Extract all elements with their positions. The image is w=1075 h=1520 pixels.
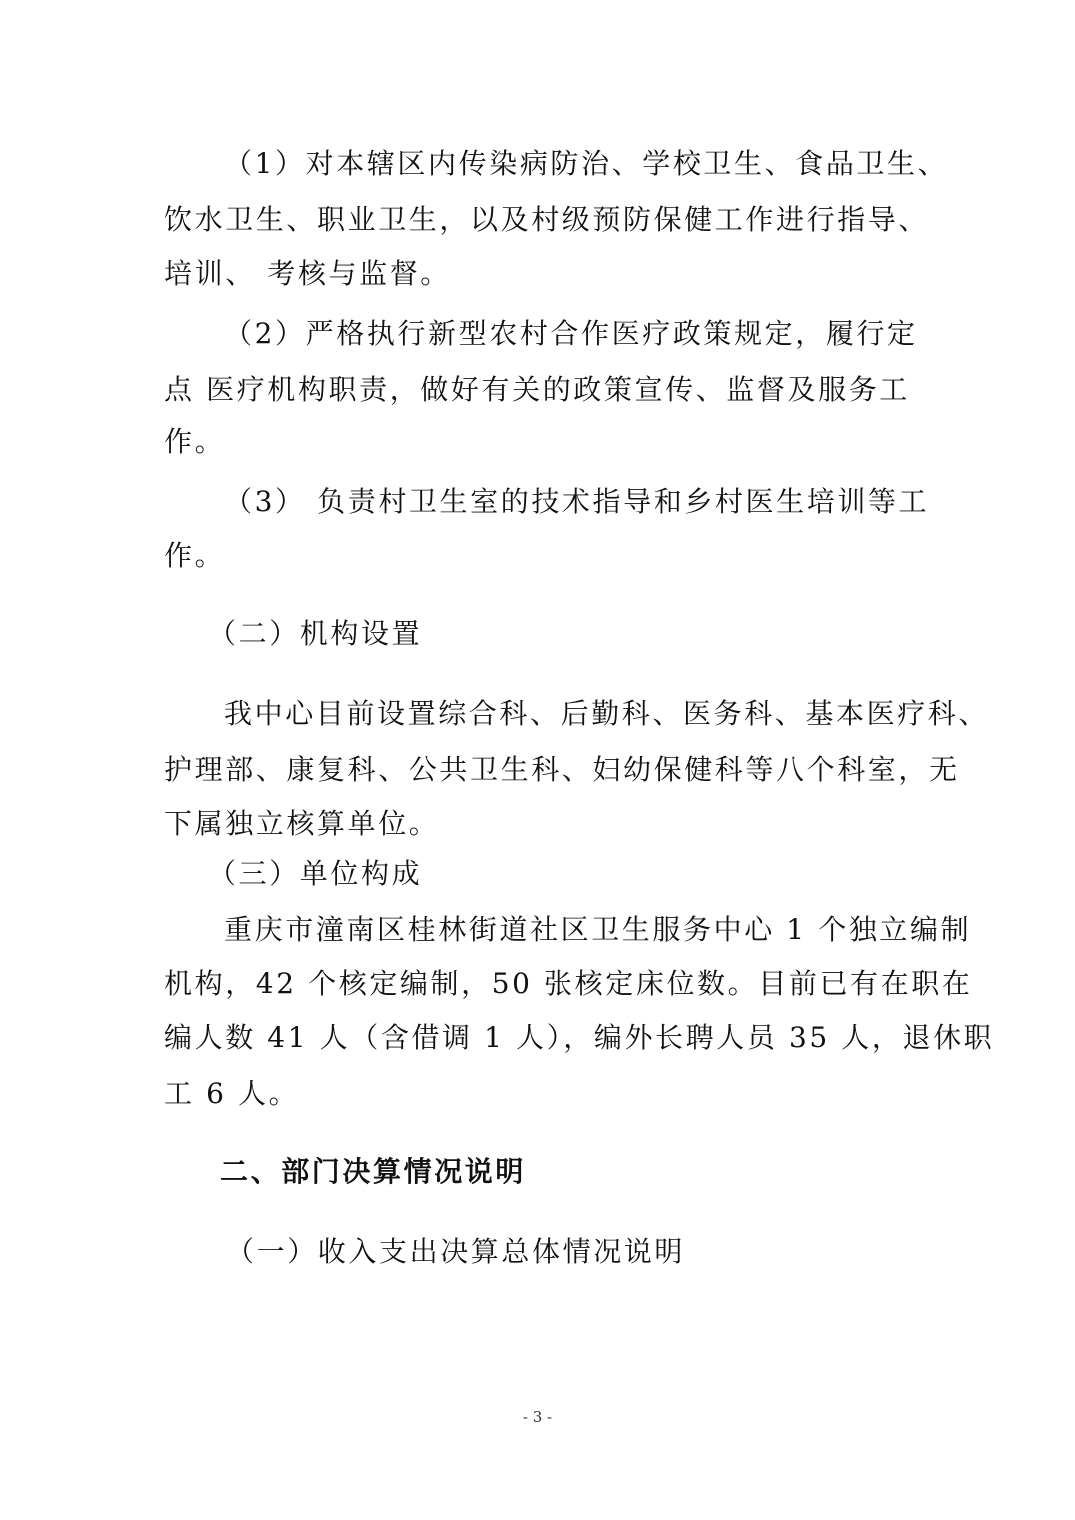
duty1-line-3: 培训、 考核与监督。	[164, 257, 451, 290]
duty2-line-3: 作。	[164, 425, 226, 458]
page-number: - 3 -	[522, 1408, 553, 1426]
duty2-line-2: 点 医疗机构职责，做好有关的政策宣传、监督及服务工	[164, 373, 910, 406]
org-text-line-1: 我中心目前设置综合科、后勤科、医务科、基本医疗科、	[224, 697, 990, 730]
duty3-line-2: 作。	[164, 539, 226, 572]
heading-org-structure: （二）机构设置	[208, 617, 423, 650]
heading-income-expenditure: （一）收入支出决算总体情况说明	[226, 1235, 686, 1268]
duty1-line-1: （1）对本辖区内传染病防治、学校卫生、食品卫生、	[224, 147, 949, 180]
duty3-line-1: （3） 负责村卫生室的技术指导和乡村医生培训等工	[224, 485, 930, 518]
org-text-line-3: 下属独立核算单位。	[164, 807, 440, 840]
org-text-line-2: 护理部、康复科、公共卫生科、妇幼保健科等八个科室，无	[164, 753, 960, 786]
units-text-line-3: 编人数 41 人（含借调 1 人），编外长聘人员 35 人，退休职	[164, 1021, 995, 1054]
units-text-line-2: 机构，42 个核定编制，50 张核定床位数。目前已有在职在	[164, 967, 973, 1000]
heading-unit-composition: （三）单位构成	[208, 857, 423, 890]
duty1-line-2: 饮水卫生、职业卫生，以及村级预防保健工作进行指导、	[164, 203, 930, 236]
duty2-line-1: （2）严格执行新型农村合作医疗政策规定，履行定	[224, 317, 918, 350]
units-text-line-1: 重庆市潼南区桂林街道社区卫生服务中心 1 个独立编制	[224, 913, 972, 946]
units-text-line-4: 工 6 人。	[164, 1077, 300, 1110]
heading-section-2: 二、部门决算情况说明	[220, 1155, 527, 1188]
